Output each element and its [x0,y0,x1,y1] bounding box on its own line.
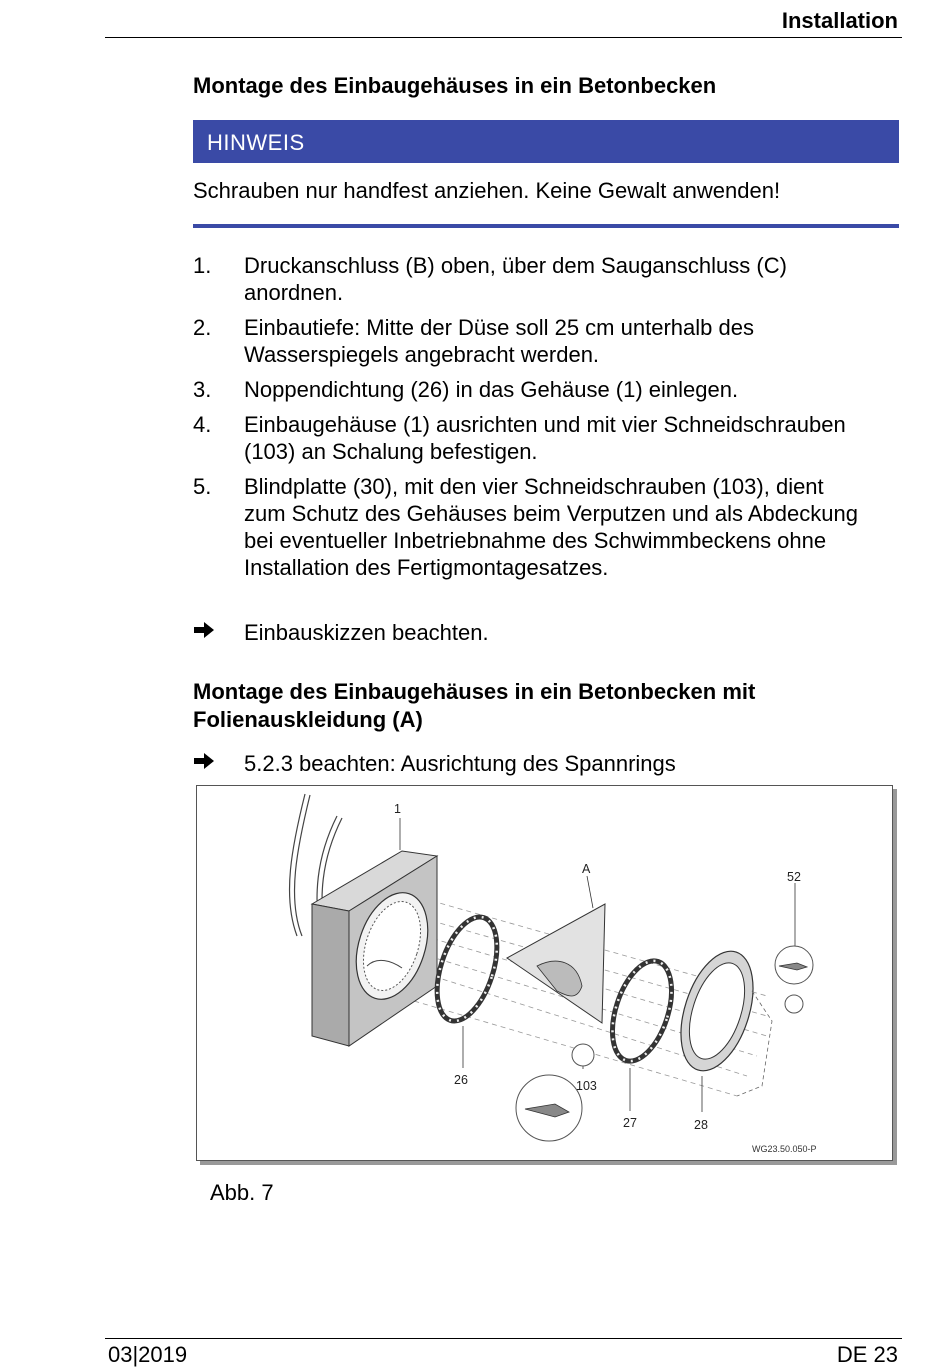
list-item [193,376,899,403]
footer-rule [105,1338,902,1339]
step-text: Einbaugehäuse (1) ausrichten und mit vier Schneidschrauben (103) an Schalung befestigen. [244,412,846,464]
label-screw-top: 52 [787,870,801,884]
foil-liner [507,904,605,1023]
figure-code: WG23.50.050-P [752,1144,817,1154]
step-number: 2. [193,315,212,340]
note-einbauskizzen [193,619,489,646]
header-title: Installation [781,8,898,33]
section-heading-2-line1: Montage des Einbaugehäuses in ein Betonbecken mit [193,679,756,704]
ring-27 [601,954,683,1069]
note-text: 5.2.3 beachten: Ausrichtung des Spannrings [244,751,676,776]
figure-caption: Abb. 7 [210,1180,274,1205]
screw-52-detail [775,946,813,1013]
section-heading-1: Montage des Einbaugehäuses in ein Betonbecken [193,73,717,98]
header-rule [105,37,902,38]
label-screw-bottom: 103 [576,1079,597,1093]
section-heading-2 [193,678,853,734]
list-item [193,314,899,368]
notice-rule [193,224,899,228]
label-housing: 1 [394,802,401,816]
list-item [193,411,899,465]
label-gasket: 26 [454,1073,468,1087]
step-text: Druckanschluss (B) oben, über dem Sauganschluss (C) anordnen. [244,253,787,305]
steps-list [193,252,899,589]
arrow-right-icon [193,619,244,646]
exploded-view-drawing [197,786,892,1160]
step-text: Einbautiefe: Mitte der Düse soll 25 cm unterhalb des Wasserspiegels angebracht werden. [244,315,754,367]
notice-text: Schrauben nur handfest anziehen. Keine Gewalt anwenden! [193,178,781,203]
label-ring-outer: 28 [694,1118,708,1132]
notice-label: HINWEIS [193,120,899,163]
ring-28 [667,942,766,1080]
section-heading-2-line2: Folienauskleidung (A) [193,707,423,732]
step-number: 4. [193,412,212,437]
step-number: 3. [193,377,212,402]
footer-page-number: DE 23 [836,1342,898,1367]
step-text: Blindplatte (30), mit den vier Schneidschrauben (103), dient zum Schutz des Gehäuses beim Verputzen und als Abdeckung bei eventueller Inbetriebnahme des Schwimmbeckens ohne Installation des Fertigmontagesatzes. [244,474,858,580]
step-text: Noppendichtung (26) in das Gehäuse (1) einlegen. [244,377,739,402]
list-item [193,473,899,581]
footer-date: 03|2019 [108,1342,188,1367]
step-number: 1. [193,253,212,278]
housing-block [312,851,440,1046]
note-text: Einbauskizzen beachten. [244,620,489,645]
label-ring-inner: 27 [623,1116,637,1130]
note-spannring [193,750,676,777]
list-item [193,252,899,306]
installation-figure [196,785,893,1161]
step-number: 5. [193,474,212,499]
label-foil: A [582,862,591,876]
gasket-26 [426,910,509,1029]
arrow-right-icon [193,750,244,777]
